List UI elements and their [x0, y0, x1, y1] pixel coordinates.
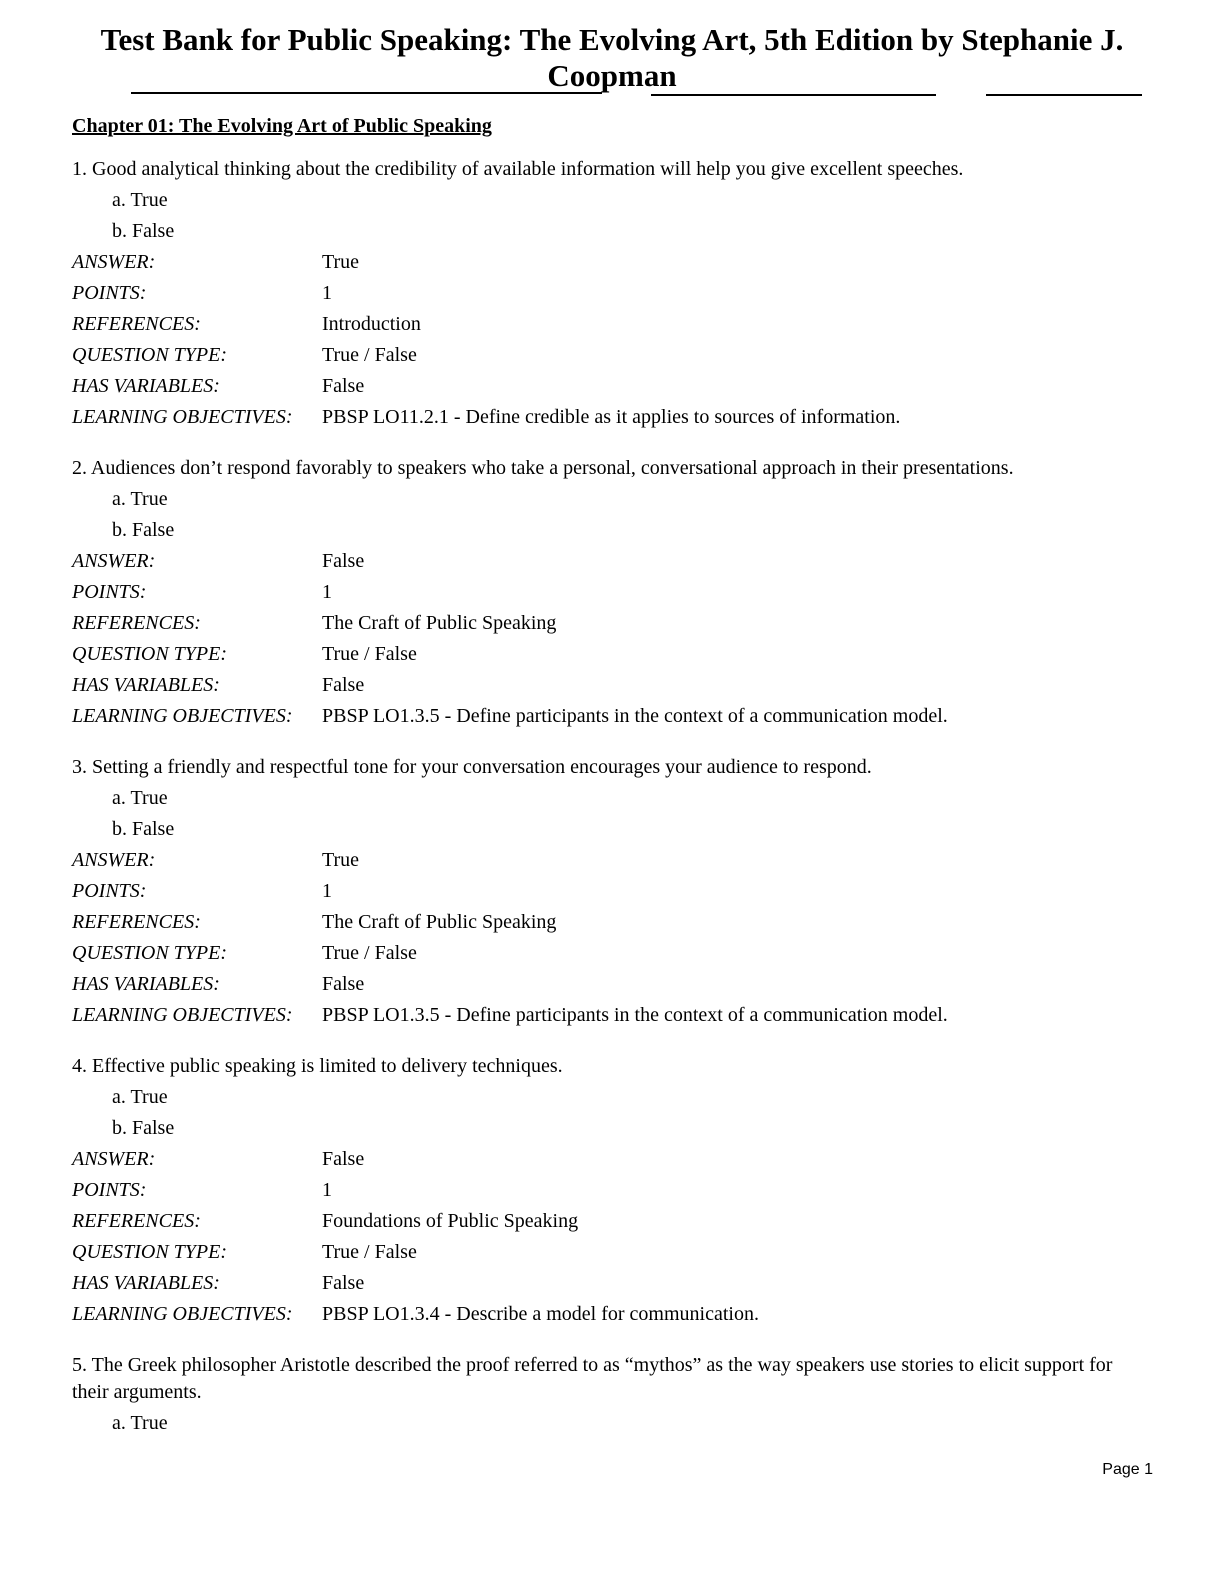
has-variables-label: HAS VARIABLES:	[72, 674, 220, 696]
answer-label: ANSWER:	[72, 1148, 156, 1170]
option-true: a. True	[112, 189, 168, 211]
points-value: 1	[322, 282, 332, 304]
has-variables-value: False	[322, 674, 365, 696]
references-label: REFERENCES:	[72, 1210, 201, 1232]
points-label: POINTS:	[72, 1179, 147, 1201]
points-label: POINTS:	[72, 880, 147, 902]
points-label: POINTS:	[72, 282, 147, 304]
question-item	[72, 156, 1152, 433]
document-title: Test Bank for Public Speaking: The Evolving Art, 5th Edition by Stephanie J. Coopman	[100, 22, 1124, 93]
answer-label: ANSWER:	[72, 550, 156, 572]
answer-row	[72, 1144, 1152, 1175]
question-type-label: QUESTION TYPE:	[72, 643, 228, 665]
question-list	[72, 156, 1152, 1461]
references-label: REFERENCES:	[72, 911, 201, 933]
points-value: 1	[322, 1179, 332, 1201]
learning-objectives-row	[72, 1000, 1152, 1031]
option-true: a. True	[112, 1412, 168, 1434]
option-false: b. False	[112, 1117, 175, 1139]
learning-objectives-label: LEARNING OBJECTIVES:	[72, 1004, 293, 1026]
points-value: 1	[322, 880, 332, 902]
has-variables-row	[72, 969, 1152, 1000]
points-row	[72, 278, 1152, 309]
has-variables-value: False	[322, 973, 365, 995]
option-false: b. False	[112, 220, 175, 242]
question-text: 4. Effective public speaking is limited to delivery techniques.	[72, 1055, 563, 1077]
answer-value: False	[322, 550, 365, 572]
question-type-value: True / False	[322, 942, 417, 964]
question-text: 2. Audiences don’t respond favorably to speakers who take a personal, conversational approach in their presentations.	[72, 457, 1014, 479]
answer-value: True	[322, 251, 360, 273]
references-row	[72, 608, 1152, 639]
has-variables-label: HAS VARIABLES:	[72, 1272, 220, 1294]
question-type-value: True / False	[322, 1241, 417, 1263]
references-value: Introduction	[322, 313, 421, 335]
points-row	[72, 577, 1152, 608]
learning-objectives-row	[72, 402, 1152, 433]
learning-objectives-label: LEARNING OBJECTIVES:	[72, 1303, 293, 1325]
question-type-row	[72, 340, 1152, 371]
answer-row	[72, 546, 1152, 577]
references-row	[72, 1206, 1152, 1237]
option-true: a. True	[112, 1086, 168, 1108]
question-type-label: QUESTION TYPE:	[72, 344, 228, 366]
question-type-row	[72, 938, 1152, 969]
references-value: The Craft of Public Speaking	[322, 612, 557, 634]
option-false: b. False	[112, 519, 175, 541]
option-true: a. True	[112, 488, 168, 510]
chapter-heading: Chapter 01: The Evolving Art of Public Speaking	[72, 115, 492, 137]
points-row	[72, 876, 1152, 907]
question-text: 3. Setting a friendly and respectful tone for your conversation encourages your audience to respond.	[72, 756, 872, 778]
has-variables-row	[72, 371, 1152, 402]
question-type-value: True / False	[322, 344, 417, 366]
has-variables-value: False	[322, 1272, 365, 1294]
references-row	[72, 907, 1152, 938]
learning-objectives-value: PBSP LO1.3.5 - Define participants in the context of a communication model.	[322, 705, 948, 727]
page-number: Page 1	[1102, 1461, 1153, 1478]
question-type-value: True / False	[322, 643, 417, 665]
references-value: Foundations of Public Speaking	[322, 1210, 579, 1232]
option-true: a. True	[112, 787, 168, 809]
learning-objectives-label: LEARNING OBJECTIVES:	[72, 705, 293, 727]
has-variables-row	[72, 1268, 1152, 1299]
title-underline-1	[131, 92, 602, 94]
answer-label: ANSWER:	[72, 849, 156, 871]
question-text: 1. Good analytical thinking about the credibility of available information will help you give excellent speeches.	[72, 158, 964, 180]
option-false: b. False	[112, 818, 175, 840]
references-value: The Craft of Public Speaking	[322, 911, 557, 933]
question-item	[72, 754, 1152, 1031]
references-row	[72, 309, 1152, 340]
has-variables-label: HAS VARIABLES:	[72, 973, 220, 995]
title-underline-3	[986, 94, 1142, 96]
has-variables-label: HAS VARIABLES:	[72, 375, 220, 397]
question-item	[72, 1053, 1152, 1330]
answer-value: True	[322, 849, 360, 871]
question-type-label: QUESTION TYPE:	[72, 942, 228, 964]
answer-row	[72, 845, 1152, 876]
question-type-label: QUESTION TYPE:	[72, 1241, 228, 1263]
points-label: POINTS:	[72, 581, 147, 603]
has-variables-row	[72, 670, 1152, 701]
answer-row	[72, 247, 1152, 278]
points-value: 1	[322, 581, 332, 603]
learning-objectives-value: PBSP LO1.3.4 - Describe a model for communication.	[322, 1303, 759, 1325]
answer-value: False	[322, 1148, 365, 1170]
learning-objectives-value: PBSP LO1.3.5 - Define participants in the context of a communication model.	[322, 1004, 948, 1026]
question-type-row	[72, 1237, 1152, 1268]
answer-label: ANSWER:	[72, 251, 156, 273]
learning-objectives-row	[72, 701, 1152, 732]
has-variables-value: False	[322, 375, 365, 397]
learning-objectives-value: PBSP LO11.2.1 - Define credible as it applies to sources of information.	[322, 406, 901, 428]
question-type-row	[72, 639, 1152, 670]
references-label: REFERENCES:	[72, 313, 201, 335]
learning-objectives-row	[72, 1299, 1152, 1330]
learning-objectives-label: LEARNING OBJECTIVES:	[72, 406, 293, 428]
title-underline-2	[651, 94, 936, 96]
references-label: REFERENCES:	[72, 612, 201, 634]
question-item	[72, 1352, 1152, 1439]
question-text: 5. The Greek philosopher Aristotle described the proof referred to as “mythos” as the way speakers use stories to elicit support for their arguments.	[72, 1354, 1113, 1403]
points-row	[72, 1175, 1152, 1206]
question-item	[72, 455, 1152, 732]
